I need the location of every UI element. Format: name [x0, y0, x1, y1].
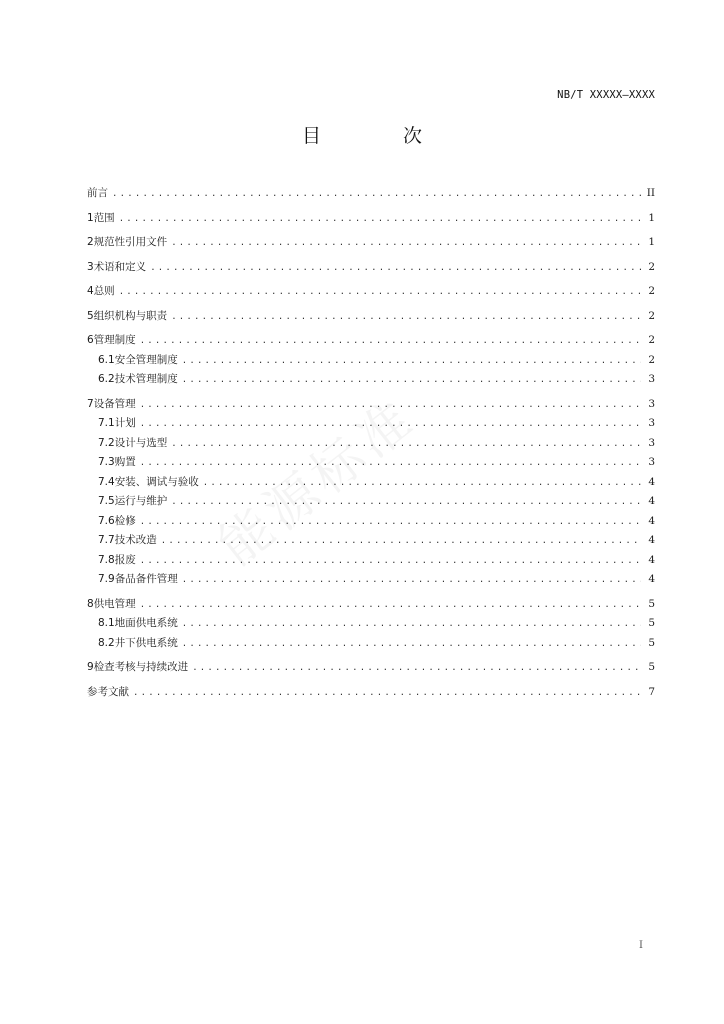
toc-entry[interactable]	[87, 531, 655, 551]
toc-entry-number: 8	[87, 597, 94, 610]
toc-entry-number: 2	[87, 236, 94, 248]
toc-entry-page: 4	[648, 573, 655, 585]
toc-entry-page: 2	[648, 334, 655, 346]
toc-entry-number: 7.3	[98, 456, 115, 468]
toc-entry-label: 安全管理制度	[114, 353, 178, 366]
toc-entry-page: 5	[648, 636, 655, 649]
toc-entry-label: 前言	[87, 187, 108, 199]
toc-entry-label: 地面供电系统	[114, 617, 178, 629]
toc-entry-number: 6.2	[98, 373, 115, 385]
toc-entry-page: 3	[648, 436, 655, 449]
toc-entry-page: 3	[648, 373, 655, 385]
toc-title: 目 次	[301, 125, 461, 147]
toc-entry[interactable]	[87, 414, 655, 434]
toc-leader-dots	[150, 259, 641, 278]
toc-leader-dots	[171, 234, 641, 253]
toc-entry[interactable]	[87, 453, 655, 473]
toc-entry-label: 井下供电系统	[114, 636, 178, 649]
toc-leader-dots	[133, 684, 641, 703]
toc-entry-label: 设计与选型	[114, 436, 168, 449]
toc-entry-label: 设备管理	[93, 397, 136, 410]
toc-entry-number: 6.1	[98, 353, 115, 366]
toc-entry[interactable]	[87, 595, 655, 615]
toc-entry[interactable]	[87, 492, 655, 512]
toc-leader-dots	[182, 635, 641, 654]
toc-entry-page: 4	[648, 534, 655, 546]
toc-leader-dots	[161, 532, 641, 551]
toc-entry-page: 5	[648, 597, 655, 610]
toc-leader-dots	[192, 659, 641, 678]
toc-entry-page: 3	[648, 397, 655, 410]
toc-leader-dots	[112, 185, 641, 204]
toc-leader-dots	[140, 596, 641, 615]
toc-entry[interactable]	[87, 614, 655, 634]
toc-entry[interactable]	[87, 551, 655, 571]
toc-entry[interactable]	[87, 184, 655, 204]
toc-entry-number: 7.1	[98, 417, 115, 429]
toc-leader-dots	[182, 571, 641, 590]
toc-entry-number: 9	[87, 661, 94, 673]
toc-entry[interactable]	[87, 658, 655, 678]
toc-entry-page: 5	[648, 617, 655, 629]
toc-leader-dots	[171, 435, 641, 454]
toc-entry-page: 2	[648, 353, 655, 366]
toc-entry[interactable]	[87, 634, 655, 654]
toc-leader-dots	[140, 454, 641, 473]
toc-entry-page: 1	[648, 211, 655, 224]
toc-entry[interactable]	[87, 683, 655, 703]
toc-entry-page: 3	[648, 417, 655, 429]
toc-entry-number: 7.7	[98, 534, 115, 546]
toc-entry-label: 供电管理	[93, 597, 136, 610]
toc-entry-label: 报废	[114, 553, 136, 566]
toc-entry-number: 3	[87, 260, 94, 273]
toc-entry[interactable]	[87, 331, 655, 351]
toc-leader-dots	[119, 283, 641, 302]
toc-entry-label: 购置	[114, 456, 136, 468]
toc-entry-page: 7	[648, 685, 655, 698]
toc-entry-number: 6	[87, 334, 94, 346]
toc-entry[interactable]	[87, 258, 655, 278]
toc-leader-dots	[140, 415, 641, 434]
toc-entry[interactable]	[87, 282, 655, 302]
toc-entry-label: 总则	[93, 285, 115, 297]
toc-entry-page: 4	[648, 495, 655, 507]
toc-entry[interactable]	[87, 473, 655, 493]
toc-entry-number: 7.8	[98, 553, 115, 566]
toc-leader-dots	[171, 308, 641, 327]
toc-entry-label: 技术管理制度	[114, 373, 178, 385]
toc-entry-number: 7.6	[98, 514, 115, 527]
toc-entry[interactable]	[87, 370, 655, 390]
toc-leader-dots	[140, 332, 641, 351]
toc-entry-label: 检修	[114, 514, 136, 527]
toc-leader-dots	[203, 474, 641, 493]
toc-entry-page: 2	[648, 309, 655, 322]
toc-entry[interactable]	[87, 570, 655, 590]
toc-entry-label: 备品备件管理	[114, 573, 178, 585]
toc-entry-label: 运行与维护	[114, 495, 168, 507]
toc-entry-label: 技术改造	[114, 534, 157, 546]
toc-leader-dots	[171, 493, 641, 512]
table-of-contents	[87, 184, 655, 702]
toc-entry[interactable]	[87, 512, 655, 532]
toc-entry-number: 8.2	[98, 636, 115, 649]
toc-leader-dots	[140, 552, 641, 571]
toc-entry-page: 3	[648, 456, 655, 468]
toc-entry-label: 计划	[114, 417, 136, 429]
toc-entry-page: 4	[648, 553, 655, 566]
toc-entry[interactable]	[87, 233, 655, 253]
toc-entry-label: 管理制度	[93, 334, 136, 346]
standard-code: NB/T XXXXX—XXXX	[557, 89, 655, 101]
toc-entry-page: 5	[648, 661, 655, 673]
toc-entry-page: 2	[648, 260, 655, 273]
toc-entry[interactable]	[87, 209, 655, 229]
page-number: I	[639, 940, 643, 951]
toc-entry[interactable]	[87, 307, 655, 327]
toc-entry-number: 5	[87, 309, 94, 322]
toc-entry-label: 术语和定义	[93, 260, 147, 273]
toc-entry-label: 参考文献	[87, 685, 129, 698]
toc-entry-page: II	[646, 187, 655, 199]
toc-leader-dots	[119, 210, 641, 229]
toc-entry[interactable]	[87, 351, 655, 371]
toc-entry-label: 范围	[93, 211, 115, 224]
toc-entry-page: 4	[648, 514, 655, 527]
toc-entry-number: 7.2	[98, 436, 115, 449]
toc-leader-dots	[182, 615, 641, 634]
toc-leader-dots	[140, 513, 641, 532]
toc-entry[interactable]	[87, 434, 655, 454]
toc-entry-number: 8.1	[98, 617, 115, 629]
toc-entry[interactable]	[87, 395, 655, 415]
toc-leader-dots	[182, 371, 641, 390]
toc-entry-label: 规范性引用文件	[93, 236, 168, 248]
toc-entry-number: 1	[87, 211, 94, 224]
toc-entry-number: 7.5	[98, 495, 115, 507]
toc-leader-dots	[140, 396, 641, 415]
toc-entry-number: 7.4	[98, 475, 115, 488]
toc-entry-number: 4	[87, 285, 94, 297]
toc-entry-label: 检查考核与持续改进	[93, 661, 189, 673]
toc-entry-page: 2	[648, 285, 655, 297]
toc-entry-label: 组织机构与职责	[93, 309, 168, 322]
toc-entry-page: 4	[648, 475, 655, 488]
toc-leader-dots	[182, 352, 641, 371]
toc-entry-page: 1	[648, 236, 655, 248]
toc-entry-label: 安装、调试与验收	[114, 475, 199, 488]
toc-entry-number: 7	[87, 397, 94, 410]
toc-entry-number: 7.9	[98, 573, 115, 585]
